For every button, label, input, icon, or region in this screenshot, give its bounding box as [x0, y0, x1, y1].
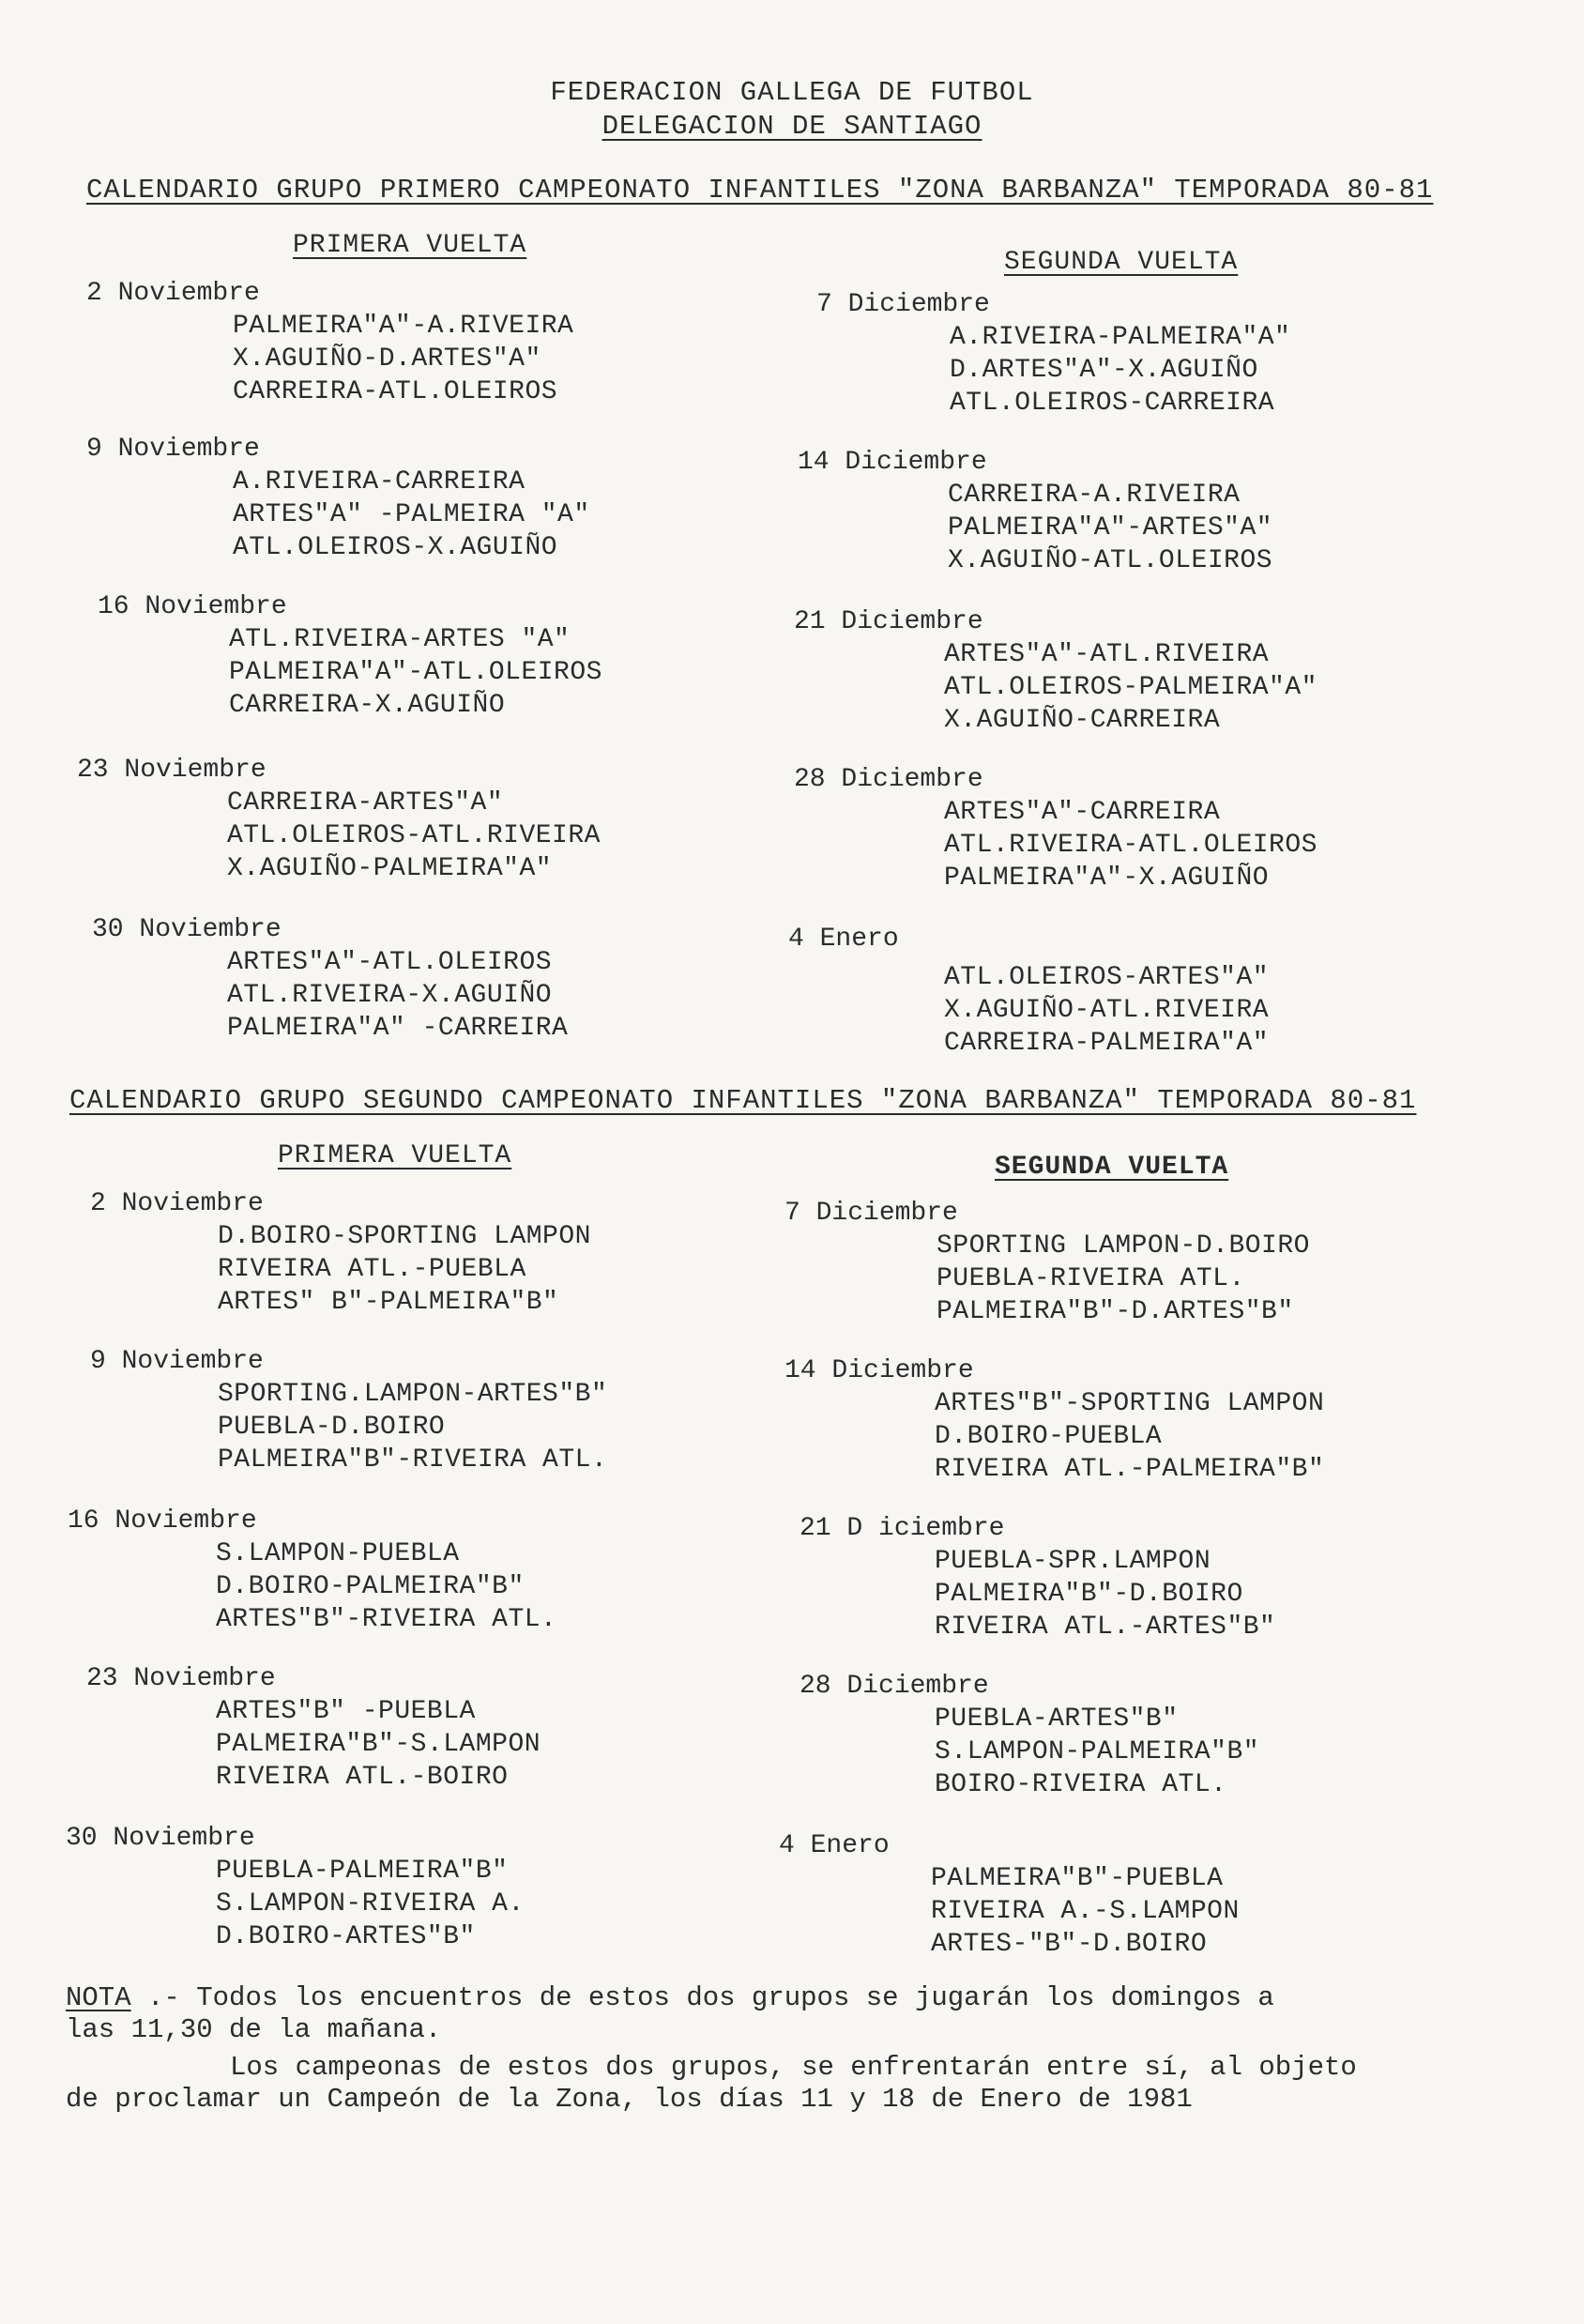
match: D.BOIRO-ARTES"B" — [216, 1922, 476, 1951]
round-date: 16 Noviembre — [68, 1506, 257, 1536]
round-date: 23 Noviembre — [86, 1664, 276, 1693]
match: A.RIVEIRA-PALMEIRA"A" — [950, 323, 1291, 352]
round-date: 30 Noviembre — [66, 1824, 255, 1853]
match: X.AGUIÑO-ATL.OLEIROS — [948, 546, 1273, 575]
match: PALMEIRA"B"-D.ARTES"B" — [937, 1297, 1294, 1326]
match: D.ARTES"A"-X.AGUIÑO — [950, 356, 1258, 385]
round-date: 23 Noviembre — [77, 756, 267, 785]
group1-round — [794, 764, 1317, 894]
group1-round — [816, 289, 1290, 420]
round-date: 30 Noviembre — [92, 915, 282, 944]
match: ATL.OLEIROS-X.AGUIÑO — [233, 533, 558, 562]
match: PALMEIRA"B"-PUEBLA — [931, 1864, 1224, 1893]
round-date: 21 D iciembre — [800, 1514, 1005, 1543]
match: PALMEIRA"A"-X.AGUIÑO — [944, 864, 1270, 893]
match: ATL.OLEIROS-ARTES"A" — [944, 963, 1270, 992]
round-date: 14 Diciembre — [798, 448, 987, 477]
group1-round — [92, 914, 568, 1045]
match: ARTES" B"-PALMEIRA"B" — [218, 1288, 559, 1317]
group2-round — [90, 1188, 591, 1319]
round-date: 28 Diciembre — [800, 1672, 989, 1701]
group1-round — [86, 278, 573, 408]
match: D.BOIRO-PUEBLA — [935, 1422, 1163, 1451]
group2-round — [86, 1663, 541, 1794]
round-date: 2 Noviembre — [86, 279, 260, 308]
match: PALMEIRA"B"-S.LAMPON — [216, 1730, 541, 1759]
group2-round — [779, 1830, 1240, 1961]
match: PALMEIRA"A"-ARTES"A" — [948, 513, 1273, 543]
match: S.LAMPON-PALMEIRA"B" — [935, 1737, 1260, 1766]
round-date: 21 Diciembre — [794, 607, 983, 636]
note-line: de proclamar un Campeón de la Zona, los días 11 y 18 de Enero de 1981 — [66, 2084, 1193, 2115]
group2-round — [800, 1513, 1275, 1644]
group2-round — [90, 1346, 607, 1476]
group2-round — [66, 1823, 525, 1953]
group2-title: CALENDARIO GRUPO SEGUNDO CAMPEONATO INFANTILES "ZONA BARBANZA" TEMPORADA 80-81 — [69, 1085, 1417, 1116]
match: A.RIVEIRA-CARREIRA — [233, 467, 525, 497]
group2-round — [784, 1198, 1310, 1328]
group1-segunda-heading: SEGUNDA VUELTA — [1004, 248, 1239, 277]
round-date: 4 Enero — [788, 925, 899, 954]
match: PUEBLA-D.BOIRO — [218, 1413, 446, 1442]
match: RIVEIRA ATL.-PALMEIRA"B" — [935, 1455, 1325, 1484]
match: BOIRO-RIVEIRA ATL. — [935, 1770, 1227, 1799]
match: X.AGUIÑO-CARREIRA — [944, 706, 1221, 735]
match: CARREIRA-ATL.OLEIROS — [233, 377, 558, 406]
match: ARTES"A"-CARREIRA — [944, 798, 1221, 827]
group1-round — [98, 591, 602, 722]
match: ATL.RIVEIRA-ARTES "A" — [229, 625, 571, 654]
match: ATL.OLEIROS-CARREIRA — [950, 389, 1275, 418]
match: RIVEIRA ATL.-BOIRO — [216, 1763, 509, 1792]
match: ATL.OLEIROS-ATL.RIVEIRA — [227, 821, 601, 850]
group1-round — [798, 447, 1272, 577]
match: ARTES"A"-ATL.RIVEIRA — [944, 640, 1270, 669]
match: ARTES"B"-SPORTING LAMPON — [935, 1389, 1325, 1418]
match: SPORTING LAMPON-D.BOIRO — [937, 1231, 1310, 1261]
match: PALMEIRA"A" -CARREIRA — [227, 1014, 569, 1043]
match: RIVEIRA ATL.-PUEBLA — [218, 1255, 526, 1284]
round-date: 7 Diciembre — [784, 1199, 958, 1228]
note-line: .- Todos los encuentros de estos dos grupos se jugarán los domingos a — [147, 1982, 1274, 2013]
group2-primera-heading: PRIMERA VUELTA — [278, 1141, 512, 1170]
match: PALMEIRA"B"-D.BOIRO — [935, 1580, 1243, 1609]
match: X.AGUIÑO-PALMEIRA"A" — [227, 854, 553, 883]
match: SPORTING.LAMPON-ARTES"B" — [218, 1380, 608, 1409]
group1-round — [77, 755, 601, 885]
match: ARTES"A"-ATL.OLEIROS — [227, 948, 553, 977]
group1-primera-heading: PRIMERA VUELTA — [293, 231, 527, 260]
match: S.LAMPON-PUEBLA — [216, 1539, 460, 1568]
round-date: 2 Noviembre — [90, 1189, 264, 1218]
federation-name: FEDERACION GALLEGA DE FUTBOL — [550, 77, 1034, 108]
round-date: 4 Enero — [779, 1831, 890, 1860]
round-date: 14 Diciembre — [784, 1356, 974, 1385]
match: CARREIRA-PALMEIRA"A" — [944, 1029, 1270, 1058]
match: CARREIRA-X.AGUIÑO — [229, 691, 506, 720]
match: ATL.RIVEIRA-ATL.OLEIROS — [944, 831, 1317, 860]
match: S.LAMPON-RIVEIRA A. — [216, 1889, 525, 1919]
group2-round — [784, 1355, 1324, 1486]
match: D.BOIRO-PALMEIRA"B" — [216, 1572, 525, 1601]
group2-round — [800, 1671, 1259, 1801]
match: PUEBLA-RIVEIRA ATL. — [937, 1264, 1245, 1293]
round-date: 7 Diciembre — [816, 290, 990, 319]
match: PUEBLA-ARTES"B" — [935, 1705, 1179, 1734]
match: PUEBLA-PALMEIRA"B" — [216, 1857, 509, 1886]
match: RIVEIRA A.-S.LAMPON — [931, 1897, 1240, 1926]
group1-title: CALENDARIO GRUPO PRIMERO CAMPEONATO INFANTILES "ZONA BARBANZA" TEMPORADA 80-81 — [86, 175, 1434, 206]
round-date: 9 Noviembre — [86, 435, 260, 464]
note-line: Los campeonas de estos dos grupos, se enfrentarán entre sí, al objeto — [230, 2052, 1357, 2083]
match: CARREIRA-A.RIVEIRA — [948, 481, 1241, 510]
match: ATL.RIVEIRA-X.AGUIÑO — [227, 981, 553, 1010]
group1-round — [788, 924, 1269, 1060]
match: PALMEIRA"B"-RIVEIRA ATL. — [218, 1445, 608, 1475]
group2-segunda-heading: SEGUNDA VUELTA — [995, 1153, 1229, 1182]
match: ARTES"B" -PUEBLA — [216, 1697, 476, 1726]
round-date: 9 Noviembre — [90, 1347, 264, 1376]
match: ARTES"A" -PALMEIRA "A" — [233, 500, 590, 529]
match: RIVEIRA ATL.-ARTES"B" — [935, 1613, 1276, 1642]
match: X.AGUIÑO-D.ARTES"A" — [233, 344, 541, 374]
match: ARTES"B"-RIVEIRA ATL. — [216, 1605, 557, 1634]
match: CARREIRA-ARTES"A" — [227, 788, 504, 818]
match: X.AGUIÑO-ATL.RIVEIRA — [944, 996, 1270, 1025]
group1-round — [86, 434, 590, 564]
round-date: 16 Noviembre — [98, 592, 287, 621]
group1-round — [794, 606, 1317, 737]
note-block — [66, 1982, 1530, 2116]
match: PALMEIRA"A"-A.RIVEIRA — [233, 312, 574, 341]
delegation-name: DELEGACION DE SANTIAGO — [602, 111, 982, 142]
match: ARTES-"B"-D.BOIRO — [931, 1930, 1208, 1959]
match: PALMEIRA"A"-ATL.OLEIROS — [229, 658, 602, 687]
note-line: las 11,30 de la mañana. — [66, 2014, 442, 2045]
match: D.BOIRO-SPORTING LAMPON — [218, 1222, 591, 1251]
note-label: NOTA — [66, 1982, 131, 2013]
group2-round — [68, 1506, 556, 1636]
match: PUEBLA-SPR.LAMPON — [935, 1547, 1211, 1576]
round-date: 28 Diciembre — [794, 765, 983, 794]
match: ATL.OLEIROS-PALMEIRA"A" — [944, 673, 1317, 702]
